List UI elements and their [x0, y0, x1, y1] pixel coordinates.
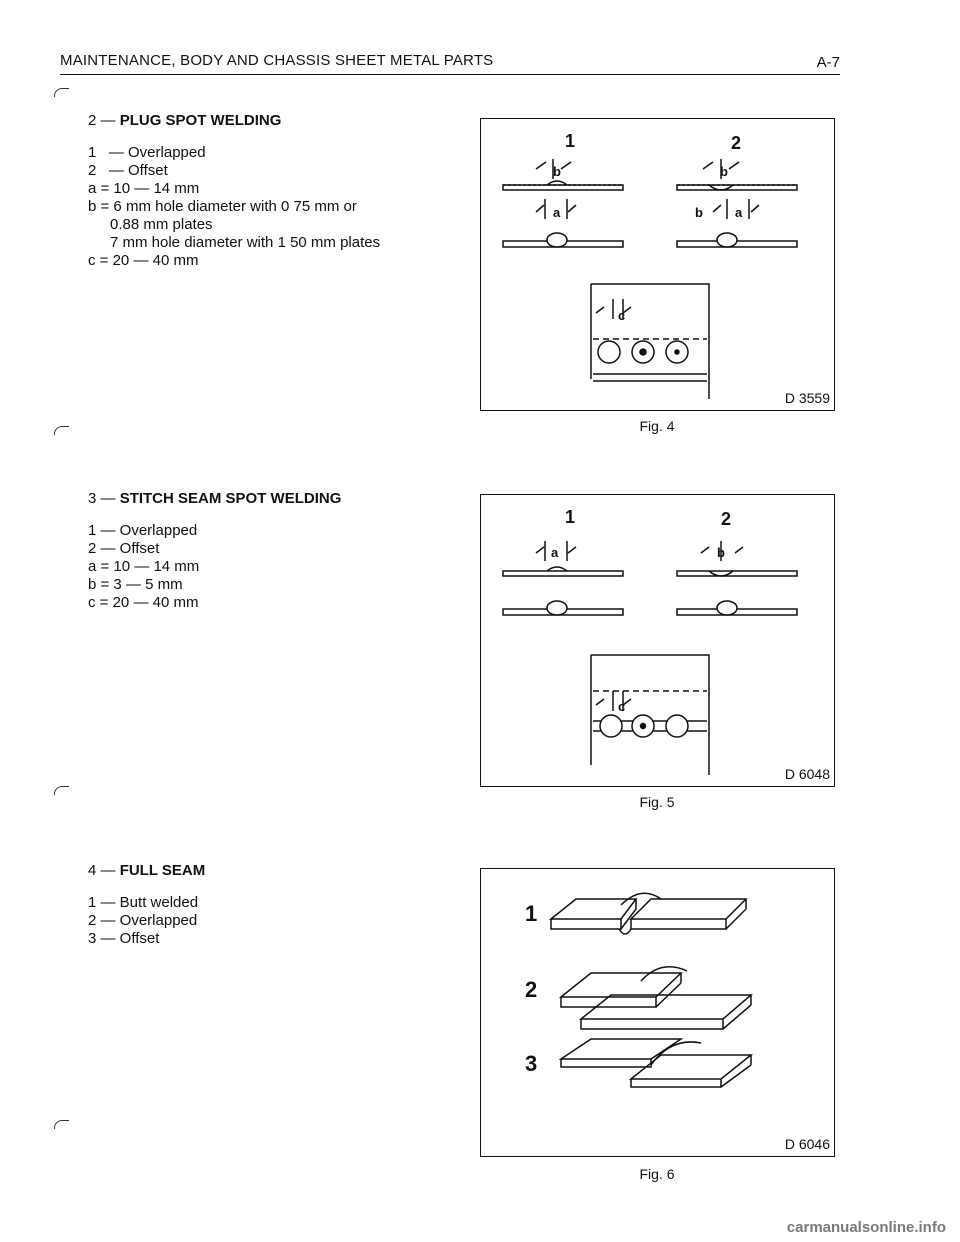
legend-line: 3 — Offset	[88, 930, 160, 947]
header-title: MAINTENANCE, BODY AND CHASSIS SHEET METAL PARTS	[60, 52, 494, 69]
section-heading	[88, 112, 428, 130]
legend-line: b = 6 mm hole diameter with 0 75 mm or	[88, 198, 357, 215]
figure-number: 1	[565, 131, 576, 151]
figure-number: 3	[525, 1051, 538, 1076]
legend-line: c = 20 — 40 mm	[88, 594, 199, 611]
page-header	[60, 50, 840, 75]
figure-caption: Fig. 5	[639, 794, 675, 810]
section-number: 2 —	[88, 112, 116, 129]
figure-code: D 6048	[784, 766, 830, 782]
legend-line: b = 3 — 5 mm	[88, 576, 183, 593]
margin-mark	[54, 786, 69, 795]
header-page-number: A-7	[816, 54, 840, 71]
figure-4-drawing	[481, 119, 834, 410]
margin-mark	[54, 1120, 69, 1129]
legend-line: 2 — Overlapped	[88, 912, 198, 929]
margin-mark	[54, 88, 69, 97]
dimension-label: b	[553, 164, 561, 179]
margin-mark	[54, 426, 69, 435]
figure-6-drawing	[481, 869, 834, 1156]
legend-line: 0.88 mm plates	[110, 216, 213, 233]
section-plug-spot-welding	[88, 112, 428, 270]
section-number: 3 —	[88, 490, 116, 507]
section-title: PLUG SPOT WELDING	[119, 112, 282, 129]
figure-5	[480, 494, 835, 787]
figure-4	[480, 118, 835, 411]
legend-line: a = 10 — 14 mm	[88, 180, 200, 197]
figure-6	[480, 868, 835, 1157]
legend-line: c = 20 — 40 mm	[88, 252, 199, 269]
section-number: 4 —	[88, 862, 116, 879]
figure-number: 1	[565, 507, 576, 527]
section-title: FULL SEAM	[119, 862, 206, 879]
dimension-label: a	[551, 545, 559, 560]
section-heading	[88, 490, 428, 508]
legend-line: 7 mm hole diameter with 1 50 mm plates	[110, 234, 381, 251]
figure-number: 2	[721, 509, 732, 529]
footer-watermark: carmanualsonline.info	[786, 1219, 946, 1236]
legend-line: a = 10 — 14 mm	[88, 558, 200, 575]
legend-line: 1 — Overlapped	[88, 144, 206, 161]
legend-line: 2 — Offset	[88, 540, 160, 557]
dimension-label: a	[735, 205, 743, 220]
figure-number: 2	[525, 977, 538, 1002]
section-stitch-seam-spot-welding	[88, 490, 428, 612]
dimension-label: b	[717, 545, 725, 560]
dimension-label: c	[618, 308, 626, 323]
dimension-label: b	[695, 205, 703, 220]
legend-line: 2 — Offset	[88, 162, 168, 179]
figure-number: 1	[525, 901, 538, 926]
legend-line: 1 — Overlapped	[88, 522, 198, 539]
figure-caption: Fig. 6	[639, 1166, 675, 1182]
legend-line: 1 — Butt welded	[88, 894, 199, 911]
figure-5-drawing	[481, 495, 834, 786]
section-full-seam	[88, 862, 428, 948]
figure-number: 2	[731, 133, 742, 153]
figure-code: D 6046	[784, 1136, 830, 1152]
section-title: STITCH SEAM SPOT WELDING	[119, 490, 342, 507]
dimension-label: a	[553, 205, 561, 220]
section-heading	[88, 862, 428, 880]
figure-code: D 3559	[784, 390, 830, 406]
figure-caption: Fig. 4	[639, 418, 675, 434]
dimension-label: b	[720, 164, 728, 179]
dimension-label: c	[618, 699, 626, 714]
